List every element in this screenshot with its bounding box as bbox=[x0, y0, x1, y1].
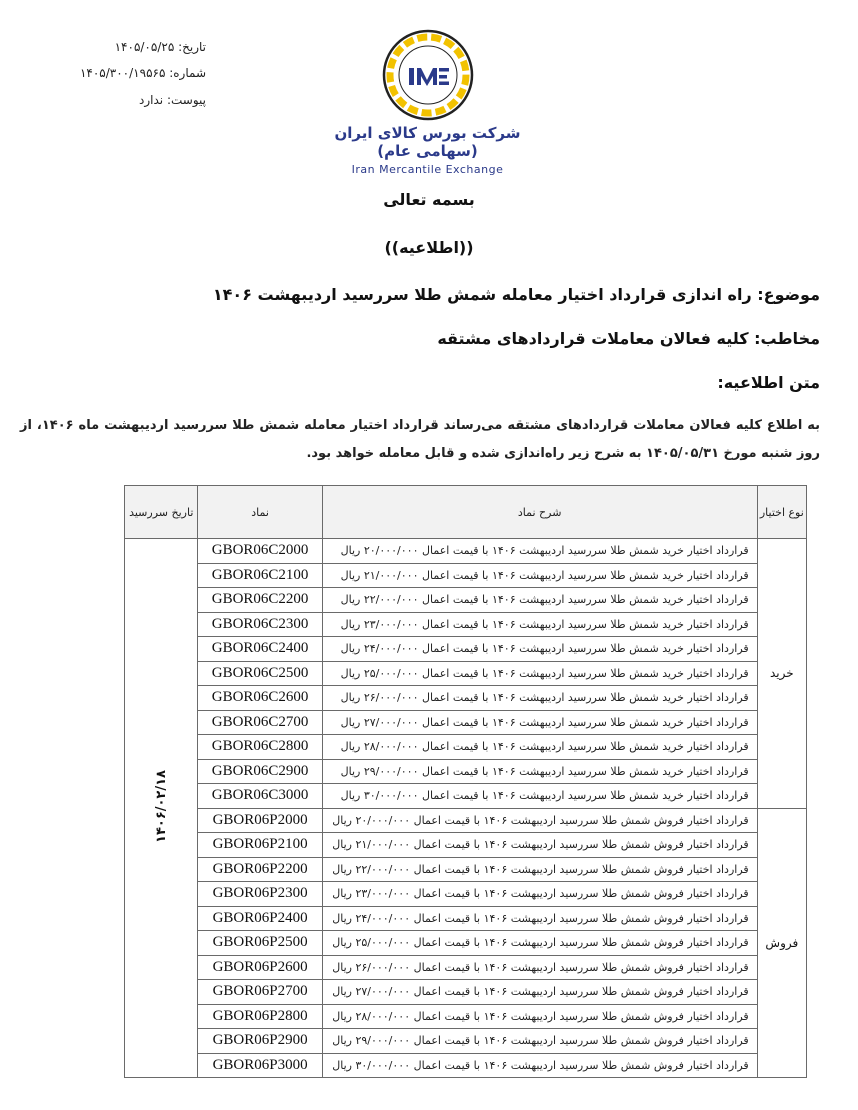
description-cell: قرارداد اختیار خرید شمش طلا سررسید اردیبهشت ۱۴۰۶ با قیمت اعمال ۲۱/۰۰۰/۰۰۰ ریال bbox=[322, 563, 757, 588]
symbol-cell: GBOR06C2100 bbox=[198, 563, 322, 588]
description-cell: قرارداد اختیار خرید شمش طلا سررسید اردیبهشت ۱۴۰۶ با قیمت اعمال ۲۷/۰۰۰/۰۰۰ ریال bbox=[322, 710, 757, 735]
symbol-cell: GBOR06C3000 bbox=[198, 784, 322, 809]
table-row bbox=[125, 980, 807, 1005]
table-row bbox=[125, 686, 807, 711]
table-row bbox=[125, 637, 807, 662]
description-cell: قرارداد اختیار فروش شمش طلا سررسید اردیبهشت ۱۴۰۶ با قیمت اعمال ۲۵/۰۰۰/۰۰۰ ریال bbox=[322, 931, 757, 956]
symbol-cell: GBOR06P3000 bbox=[198, 1053, 322, 1078]
notice-title: ((اطلاعیه)) bbox=[384, 238, 474, 257]
table-row bbox=[125, 784, 807, 809]
table-row bbox=[125, 735, 807, 760]
body-paragraph: به اطلاع کلیه فعالان معاملات قراردادهای مشتقه می‌رساند قرارداد اختیار معامله شمش طلا سررسید اردیبهشت ماه ۱۴۰۶، از روز شنبه مورخ ۱۴۰۵/۰۵/۳۱ به شرح زیر راه‌اندازی شده و قابل معامله خواهد بود. bbox=[20, 418, 820, 461]
description-cell: قرارداد اختیار فروش شمش طلا سررسید اردیبهشت ۱۴۰۶ با قیمت اعمال ۲۰/۰۰۰/۰۰۰ ریال bbox=[322, 808, 757, 833]
symbol-cell: GBOR06P2300 bbox=[198, 882, 322, 907]
description-cell: قرارداد اختیار خرید شمش طلا سررسید اردیبهشت ۱۴۰۶ با قیمت اعمال ۲۵/۰۰۰/۰۰۰ ریال bbox=[322, 661, 757, 686]
body-heading: متن اطلاعیه: bbox=[717, 373, 820, 392]
ime-logo-icon bbox=[381, 28, 475, 122]
symbol-cell: GBOR06C2900 bbox=[198, 759, 322, 784]
symbol-cell: GBOR06P2700 bbox=[198, 980, 322, 1005]
symbol-cell: GBOR06C2300 bbox=[198, 612, 322, 637]
symbol-cell: GBOR06C2700 bbox=[198, 710, 322, 735]
symbol-cell: GBOR06P2400 bbox=[198, 906, 322, 931]
table-row bbox=[125, 833, 807, 858]
table-row bbox=[125, 539, 807, 564]
letter-attachment: پیوست: ندارد bbox=[139, 93, 206, 107]
description-cell: قرارداد اختیار فروش شمش طلا سررسید اردیبهشت ۱۴۰۶ با قیمت اعمال ۲۹/۰۰۰/۰۰۰ ریال bbox=[322, 1029, 757, 1054]
table-row bbox=[125, 710, 807, 735]
symbol-cell: GBOR06P2600 bbox=[198, 955, 322, 980]
header-option-type: نوع اختیار bbox=[757, 486, 806, 539]
description-cell: قرارداد اختیار فروش شمش طلا سررسید اردیبهشت ۱۴۰۶ با قیمت اعمال ۲۴/۰۰۰/۰۰۰ ریال bbox=[322, 906, 757, 931]
table-row bbox=[125, 588, 807, 613]
description-cell: قرارداد اختیار خرید شمش طلا سررسید اردیبهشت ۱۴۰۶ با قیمت اعمال ۲۰/۰۰۰/۰۰۰ ریال bbox=[322, 539, 757, 564]
table-row bbox=[125, 931, 807, 956]
subject-line: موضوع: راه اندازی قرارداد اختیار معامله شمش طلا سررسید اردیبهشت ۱۴۰۶ bbox=[212, 285, 820, 304]
description-cell: قرارداد اختیار فروش شمش طلا سررسید اردیبهشت ۱۴۰۶ با قیمت اعمال ۲۲/۰۰۰/۰۰۰ ریال bbox=[322, 857, 757, 882]
table-body bbox=[125, 539, 807, 1078]
symbol-cell: GBOR06C2000 bbox=[198, 539, 322, 564]
symbol-cell: GBOR06P2900 bbox=[198, 1029, 322, 1054]
symbol-cell: GBOR06P2000 bbox=[198, 808, 322, 833]
description-cell: قرارداد اختیار فروش شمش طلا سررسید اردیبهشت ۱۴۰۶ با قیمت اعمال ۲۱/۰۰۰/۰۰۰ ریال bbox=[322, 833, 757, 858]
table-header-row bbox=[125, 486, 807, 539]
symbol-cell: GBOR06C2500 bbox=[198, 661, 322, 686]
table-row bbox=[125, 563, 807, 588]
table-row bbox=[125, 857, 807, 882]
option-type-cell: خرید bbox=[757, 539, 806, 809]
description-cell: قرارداد اختیار فروش شمش طلا سررسید اردیبهشت ۱۴۰۶ با قیمت اعمال ۲۸/۰۰۰/۰۰۰ ریال bbox=[322, 1004, 757, 1029]
company-name-en: Iran Mercantile Exchange bbox=[351, 163, 504, 176]
maturity-date-cell bbox=[125, 539, 198, 1078]
symbol-cell: GBOR06P2100 bbox=[198, 833, 322, 858]
symbol-cell: GBOR06C2200 bbox=[198, 588, 322, 613]
symbol-cell: GBOR06P2200 bbox=[198, 857, 322, 882]
description-cell: قرارداد اختیار خرید شمش طلا سررسید اردیبهشت ۱۴۰۶ با قیمت اعمال ۲۶/۰۰۰/۰۰۰ ریال bbox=[322, 686, 757, 711]
addressee-line: مخاطب: کلیه فعالان معاملات قراردادهای مشتقه bbox=[437, 329, 820, 348]
description-cell: قرارداد اختیار فروش شمش طلا سررسید اردیبهشت ۱۴۰۶ با قیمت اعمال ۳۰/۰۰۰/۰۰۰ ریال bbox=[322, 1053, 757, 1078]
contracts-table bbox=[124, 485, 807, 1078]
table-row bbox=[125, 808, 807, 833]
description-cell: قرارداد اختیار خرید شمش طلا سررسید اردیبهشت ۱۴۰۶ با قیمت اعمال ۲۴/۰۰۰/۰۰۰ ریال bbox=[322, 637, 757, 662]
table-row bbox=[125, 906, 807, 931]
table-row bbox=[125, 612, 807, 637]
table-row bbox=[125, 882, 807, 907]
letter-date: تاریخ: ۱۴۰۵/۰۵/۲۵ bbox=[114, 40, 206, 54]
basmala: بسمه تعالی bbox=[383, 190, 475, 209]
header-description: شرح نماد bbox=[322, 486, 757, 539]
description-cell: قرارداد اختیار فروش شمش طلا سررسید اردیبهشت ۱۴۰۶ با قیمت اعمال ۲۷/۰۰۰/۰۰۰ ریال bbox=[322, 980, 757, 1005]
description-cell: قرارداد اختیار خرید شمش طلا سررسید اردیبهشت ۱۴۰۶ با قیمت اعمال ۲۲/۰۰۰/۰۰۰ ریال bbox=[322, 588, 757, 613]
description-cell: قرارداد اختیار خرید شمش طلا سررسید اردیبهشت ۱۴۰۶ با قیمت اعمال ۲۳/۰۰۰/۰۰۰ ریال bbox=[322, 612, 757, 637]
company-logo bbox=[315, 28, 540, 176]
symbol-cell: GBOR06C2800 bbox=[198, 735, 322, 760]
table-row bbox=[125, 1004, 807, 1029]
description-cell: قرارداد اختیار فروش شمش طلا سررسید اردیبهشت ۱۴۰۶ با قیمت اعمال ۲۳/۰۰۰/۰۰۰ ریال bbox=[322, 882, 757, 907]
letter-number: شماره: ۱۴۰۵/۳۰۰/۱۹۵۶۵ bbox=[79, 66, 206, 80]
table-row bbox=[125, 955, 807, 980]
maturity-date: ۱۴۰۶/۰۲/۱۸ bbox=[153, 769, 169, 843]
header-maturity: تاریخ سررسید bbox=[125, 486, 198, 539]
description-cell: قرارداد اختیار فروش شمش طلا سررسید اردیبهشت ۱۴۰۶ با قیمت اعمال ۲۶/۰۰۰/۰۰۰ ریال bbox=[322, 955, 757, 980]
table-row bbox=[125, 1029, 807, 1054]
description-cell: قرارداد اختیار خرید شمش طلا سررسید اردیبهشت ۱۴۰۶ با قیمت اعمال ۳۰/۰۰۰/۰۰۰ ریال bbox=[322, 784, 757, 809]
symbol-cell: GBOR06P2800 bbox=[198, 1004, 322, 1029]
symbol-cell: GBOR06C2600 bbox=[198, 686, 322, 711]
table-row bbox=[125, 759, 807, 784]
symbol-cell: GBOR06P2500 bbox=[198, 931, 322, 956]
table-row bbox=[125, 1053, 807, 1078]
header-symbol: نماد bbox=[198, 486, 322, 539]
option-type-cell: فروش bbox=[757, 808, 806, 1078]
symbol-cell: GBOR06C2400 bbox=[198, 637, 322, 662]
company-name-fa: شرکت بورس کالای ایران (سهامی عام) bbox=[334, 124, 521, 160]
description-cell: قرارداد اختیار خرید شمش طلا سررسید اردیبهشت ۱۴۰۶ با قیمت اعمال ۲۸/۰۰۰/۰۰۰ ریال bbox=[322, 735, 757, 760]
description-cell: قرارداد اختیار خرید شمش طلا سررسید اردیبهشت ۱۴۰۶ با قیمت اعمال ۲۹/۰۰۰/۰۰۰ ریال bbox=[322, 759, 757, 784]
table-row bbox=[125, 661, 807, 686]
